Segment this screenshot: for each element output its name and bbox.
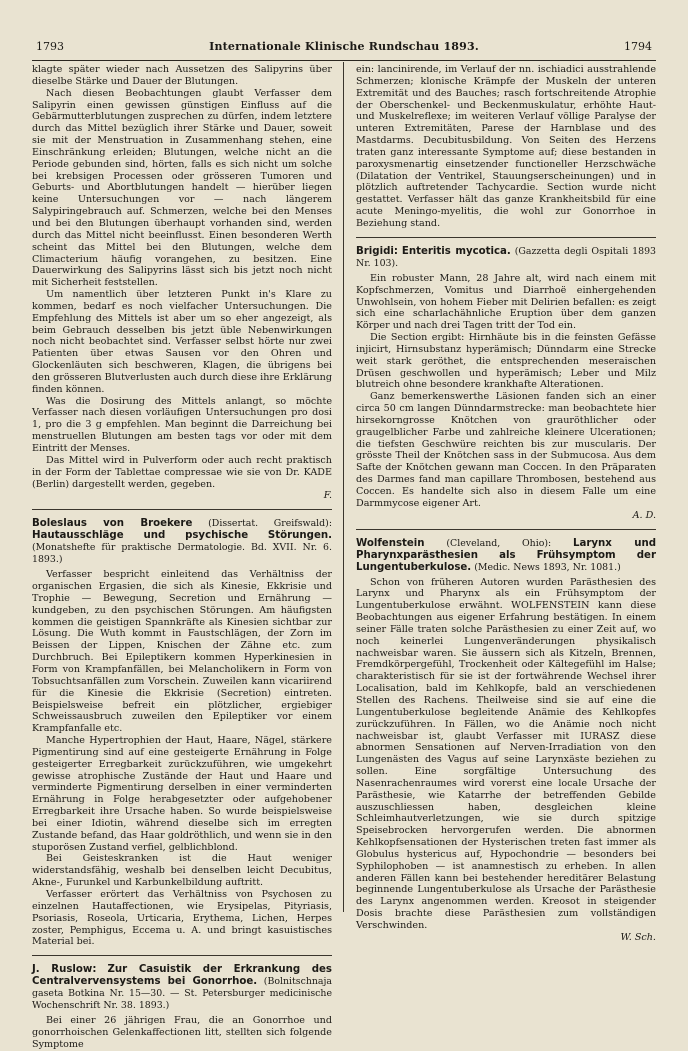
running-header [36,40,652,58]
column-divider [343,62,344,912]
article-source: (Cleveland, Ohio): [446,537,552,549]
article-separator [356,237,656,238]
page-number-right: 1794 [624,40,652,53]
left-column [32,64,332,1050]
paragraph: Ganz bemerkenswerthe Läsionen fanden sich an einer circa 50 cm langen Dünndarmstrecke: man beobachtete hier hirsekorngrosse Knötchen von grauröthlicher oder graugelblicher Farbe und zahlreiche kleinere Ulcerationen; die tiefsten Geschwüre reichten bis zur muscularis. Der grösste Theil der Knötchen sass in der Submucosa. Aus dem Safte der Knötchen gewann man Coccen. In den Präparaten des Darmes fand man capillare Thrombosen, bestehend aus Coccen. Es handelte sich also in diesem Falle um eine Darmmycose eigener Art. [356,391,656,509]
paragraph: Die Section ergibt: Hirnhäute bis in die feinsten Gefässe injicirt, Hirnsubstanz hyperämisch; Dünndarm eine Strecke weit stark geröthet, die entsprechenden meseraischen Drüsen geschwollen und hyperämisch; Leber und Milz blutreich ohne besondere krankhafte Alterationen. [356,332,656,391]
paragraph: Nach diesen Beobachtungen glaubt Verfasser dem Salipyrin einen gewissen günstigen Einfluss auf die Gebärmutterblutungen zusprechen zu dürfen, indem letztere durch das Mittel bezüglich ihrer Stärke und Dauer, soweit sie mit der Menstruation in Zusammenhang stehen, eine Einschränkung erleiden; Blutungen, welche nicht an die Periode gebunden sind, hörten, falls es sich nicht um solche bei krebsigen Processen oder grösseren Tumoren und Geburts- und Abortblutungen handelt — hierüber liegen keine Untersuchungen vor — nach längerem Salypiringebrauch auf. Schmerzen, welche bei den Menses und bei den Blutungen überhaupt vorhanden sind, werden durch das Mittel nicht beeinflusst. Einen besonderen Werth scheint das Mittel bei den Blutungen, welche dem Climacterium häufig vorangehen, zu besitzen. Eine Dauerwirkung des Salipyrins lässt sich bis jetzt noch nicht mit Sicherheit feststellen. [32,87,332,289]
article-heading [356,246,656,270]
paragraph: Was die Dosirung des Mittels anlangt, so möchte Verfasser nach diesen vorläufigen Untersuchungen pro dosi 1, pro die 3 g empfehlen. Man beginnt die Darreichung bei menstruellen Blutungen am besten tags vor oder mit dem Eintritt der Menses. [32,395,332,454]
article-heading [356,538,656,574]
article-source: (Dissertat. Greifswald): [208,518,332,530]
right-column [356,64,656,943]
article-source: (Gazzetta degli Ospitali 1893 Nr. 103). [356,245,656,269]
article-author: Wolfenstein [356,537,425,549]
paragraph: Schon von früheren Autoren wurden Parästhesien des Larynx und Pharynx als ein Frühsymptom der Lungentuberkulose erwähnt. WOLFENSTEIN kann diese Beobachtungen aus eigener Erfahrung bestätigen. In einem seiner Fälle traten solche Parästhesien zu einer Zeit auf, wo noch keinerlei Lungenveränderungen physikalisch nachweisbar waren. Sie äussern sich als Kitzeln, Brennen, Fremdkörpergefühl, Trockenheit oder Kältegefühl im Halse; charakteristisch für sie ist der fortwährende Wechsel ihrer Localisation, bald im Kehlkopfe, bald an verschiedenen Stellen des Rachens. Theilweise sind sie auf eine die Lungentuberkulose begleitende Anämie des Kehlkopfes zurückzuführen. In Fällen, wo die Anämie noch nicht nachweisbar ist, glaubt Verfasser mit IURASZ diese abnormen Sensationen auf Nerven-Irradiation von den Lungenästen des Vagus auf seine Larynxäste beziehen zu sollen. Eine sorgfältige Untersuchung des Nasenrachenraumes wird vorerst eine locale Ursache der Parästhesie, wie Katarrhe der betreffenden Gebilde auszuschliessen haben, desgleichen kleine Schleimhautverletzungen, wie sie durch spitzige Speisebrocken hervorgerufen werden. Die abnormen Kehlkopfsensationen der Hysterischen treten fast immer als Globulus hystericus auf, Hypochondrie — besonders bei Syphilophoben — ist anamnestisch zu erheben. In allen anderen Fällen kann bei bestehender hereditärer Belastung beginnende Lungentuberkulose als Ursache der Parästhesie des Larynx angenommen werden. Kreosot in steigender Dosis brachte diese Parästhesien zum vollständigen Verschwinden. [356,576,656,931]
paragraph: Ein robuster Mann, 28 Jahre alt, wird nach einem mit Kopfschmerzen, Vomitus und Diarrhoë einhergehenden Unwohlsein, von hohem Fieber mit Delirien befallen: es zeigt sich eine scharlachähnliche Eruption über dem ganzen Körper und nach drei Tagen tritt der Tod ein. [356,272,656,332]
article-title: Zur Casuistik der Erkrankung des Centralvervensystems bei Gonorrhoe. [32,964,332,988]
article-author: J. Ruslow: [32,964,97,976]
paragraph: Um namentlich über letzteren Punkt in's Klare zu kommen, bedarf es noch vielfacher Untersuchungen. Die Empfehlung des Mittels ist aber um so eher angezeigt, als beim Gebrauch desselben bis jetzt üble Nebenwirkungen noch nicht beobachtet sind. Verfasser selbst hörte nur zwei Patienten über etwas Sausen vor den Ohren und Glockenläuten sich beschweren, Klagen, die übrigens bei den grösseren Blutverlusten auch durch diese ihre Erklärung finden können. [32,289,332,395]
paragraph: Bei einer 26 jährigen Frau, die an Gonorrhoe und gonorrhoischen Gelenkaffectionen litt, stellten sich folgende Symptome [32,1015,332,1050]
header-rule [32,60,656,61]
article-heading [32,964,332,1012]
article-separator [32,955,332,956]
paragraph: klagte später wieder nach Aussetzen des Salipyrins über dieselbe Stärke und Dauer der Blutungen. [32,64,332,87]
paragraph: Verfasser erörtert das Verhältniss von Psychosen zu einzelnen Hautaffectionen, wie Erysipelas, Pityriasis, Psoriasis, Roseola, Urticaria, Erythema, Lichen, Herpes zoster, Pemphigus, Eccema u. A. und bringt kasuistisches Material bei. [32,889,332,948]
paragraph: ein: lancinirende, im Verlauf der nn. ischiadici ausstrahlende Schmerzen; klonische Krämpfe der Muskeln der unteren Extremität und des Bauches; rasch fortschreitende Atrophie der Oberschenkel- und Beckenmuskulatur, erhöhte Haut- und Muskelreflexe; im weiteren Verlauf völlige Paralyse der unteren Extremitäten, Parese der Harnblase und des Mastdarms. Decubitusbildung. Von Seiten des Herzens traten ganz interessante Symptome auf; diese bestanden in paroxysmenartig einsetzender functioneller Herzschwäche (Dilatation der Ventrikel, Stauungserscheinungen) und in plötzlich auftretender Tachycardie. Section wurde nicht gestattet. Verfasser hält das ganze Krankheitsbild für eine acute Meningo-myelitis, die wohl zur Gonorrhoe in Beziehung stand. [356,64,656,229]
article-title: Larynx und Pharynxparästhesien als Frühsymptom der Lungentuberkulose. [356,537,656,573]
signature: W. Sch. [620,931,656,943]
article-source: (Medic. News 1893, Nr. 1081.) [474,561,621,573]
paragraph: Das Mittel wird in Pulverform oder auch recht praktisch in der Form der Tablettae compressae wie sie von Dr. KADE (Berlin) dargestellt werden, gegeben. [32,454,332,490]
article-title: Hautausschläge und psychische Störungen. [32,530,332,542]
article-source: (Bolnitschnaja gaseta Botkina Nr. 15—30. — St. Petersburger medicinische Wochenschrift Nr. 38. 1893.) [32,976,332,1012]
paragraph: Manche Hypertrophien der Haut, Haare, Nägel, stärkere Pigmentirung sind auf eine gesteigerte Ernährung in Folge gesteigerter Erregbarkeit zurückzuführen, wie umgekehrt gewisse atrophische Zustände der Haut und Haare und verminderte Pigmentirung derselben in einer verminderten Ernährung in Folge herabgesetzter oder aufgehobener Erregbarkeit ihre Ursache haben. So wurde beispielsweise bei einer Idiotin, während dieselbe sich im erregten Zustande befand, das Haar goldröthlich, und wenn sie in den stuporösen Zustand verfiel, gelblichblond. [32,735,332,853]
article-source: (Monatshefte für praktische Dermatologie. Bd. XVII. Nr. 6. 1893.) [32,542,332,566]
signature: F. [323,490,332,502]
article-separator [32,509,332,510]
journal-title: Internationale Klinische Rundschau 1893. [209,40,479,53]
paragraph: Bei Geisteskranken ist die Haut weniger widerstandsfähig, weshalb bei denselben leicht Decubitus, Akne-, Furunkel und Karbunkelbildung auftritt. [32,853,332,889]
page-number-left: 1793 [36,40,64,53]
article-separator [356,529,656,530]
article-author: Boleslaus von Broekere [32,518,193,530]
paragraph: Verfasser bespricht einleitend das Verhältniss der organischen Ergasien, die sich als Kinesie, Ekkrisie und Trophie — Bewegung, Secretion und Ernährung — kundgeben, zu den psychischen Störungen. Am häufigsten kommen die geistigen Spannkräfte als Kinesien sichtbar zur Lösung. Die Wuth kommt in Faustschlägen, der Zorn im Beissen der Lippen, Knischen der Zähne etc. zum Durchbruch. Bei Epileptikern kommen Hyperkinesien in Form von Krampfanfällen, bei Melancholikern in Form von Tobsuchtsanfällen zum Vorschein. Zuweilen kann vicariirend für die Kinesie die Ekkrisie (Secretion) eintreten. Beispielsweise befreit ein plötzlicher, ergiebiger Schweissausbruch zuweilen den Epileptiker vor einem Krampfanfalle etc. [32,569,332,735]
article-author: Brigidi: [356,245,398,257]
article-title: Enteritis mycotica. [401,245,511,257]
signature: A. D. [632,509,656,521]
article-heading [32,518,332,566]
